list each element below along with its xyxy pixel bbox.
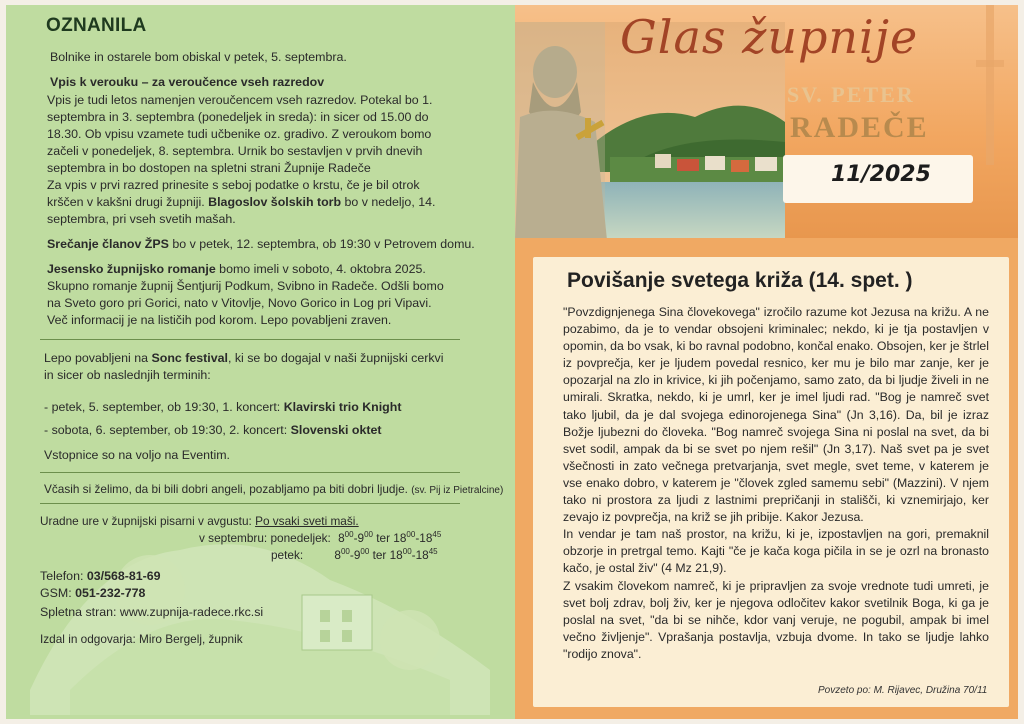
page-heading: OZNANILA (46, 15, 147, 36)
time-part: 00 (360, 547, 370, 557)
catechism-line: Za vpis v prvi razred prinesite s seboj podatke o krstu, če je bil otrok (47, 178, 420, 192)
office-hours (40, 513, 359, 530)
office-hours-highlight: Po vsaki sveti maši. (255, 514, 359, 528)
office-hours-label: petek: (271, 548, 304, 562)
tickets-note: Vstopnice so na voljo na Eventim. (44, 448, 230, 462)
website-label: Spletna stran: (40, 605, 117, 619)
festival-text: , ki se bo dogajal v naši župnijski cerkvi (227, 351, 444, 365)
newsletter-title: Glas župnije (620, 10, 919, 64)
time-part: -18 (415, 531, 433, 545)
article-source: Povzeto po: M. Rijavec, Družina 70/11 (818, 685, 988, 696)
parish-town: RADEČE (790, 111, 929, 144)
phone-label: Telefon: (40, 569, 84, 583)
divider (40, 503, 460, 504)
divider (40, 472, 460, 473)
festival-text: Lepo povabljeni na (44, 351, 149, 365)
festival-line: in sicer ob naslednjih terminih: (44, 368, 211, 382)
time-part: 00 (406, 530, 416, 540)
time-part: 00 (402, 547, 412, 557)
zps-meeting (47, 236, 475, 253)
time-part: -9 (349, 548, 361, 562)
cross-icon (976, 5, 1004, 165)
blessing-highlight: Blagoslov šolskih torb (208, 195, 342, 209)
publisher-line: Izdal in odgovarja: Miro Bergelj, župnik (40, 632, 243, 646)
gsm-number: 051-232-778 (75, 586, 146, 600)
catechism-line: začeli v ponedeljek, 8. septembra. Urnik bo sestavljen v prvih dnevih (47, 144, 423, 158)
office-hours-text: Uradne ure v župnijski pisarni v avgustu: (40, 514, 252, 528)
pilgrimage-line (47, 261, 426, 278)
time-part: 00 (344, 530, 354, 540)
time-part: 00 (340, 547, 350, 557)
concert-performer: Slovenski oktet (290, 423, 382, 437)
catechism-line: septembra, pri vseh svetih mašah. (47, 212, 236, 226)
article-title: Povišanje svetega križa (14. spet. ) (567, 269, 913, 292)
pilgrimage-title: Jesensko župnijsko romanje (47, 262, 216, 276)
office-hours-september (199, 530, 441, 547)
concert-info: - sobota, 6. september, ob 19:30, 2. koncert: (44, 423, 288, 437)
pilgrimage-line: Več informacij je na lističih pod korom. Lepo povabljeni zraven. (47, 313, 392, 327)
time-part: ter 18 (369, 548, 403, 562)
concert-info: - petek, 5. september, ob 19:30, 1. koncert: (44, 400, 281, 414)
catechism-line: Vpis je tudi letos namenjen veroučencem vseh razredov. Potekal bo 1. (47, 93, 433, 107)
zps-title: Srečanje članov ŽPS (47, 237, 169, 251)
time-part: -18 (411, 548, 429, 562)
gsm-label: GSM: (40, 586, 72, 600)
quote-source: (sv. Pij iz Pietralcine) (411, 485, 504, 496)
catechism-text: krščen v kakšni drugi župniji. (47, 195, 205, 209)
issue-number: 11/2025 (831, 162, 931, 187)
festival-name: Sonc festival (151, 351, 228, 365)
article-paragraph: Z vsakim človekom namreč, ki je pripravljen za svoje vrednote tudi umreti, je svet bolj zdrav, bolj živ, ker je njegova odločitev kakor svetilnik Boga, ki ga je poslal na svet, "da bi se nihče, kdor vanj veruje, ne pogubil, ampak bi imel večno življenje". Vprašanja postavlja, vzbuja dvome. In tako se ljudje lahko "rodijo znova". (563, 578, 989, 661)
gsm-line (40, 585, 145, 602)
catechism-title: Vpis k verouku – za veroučence vseh razredov (50, 75, 325, 89)
catechism-line: 18.30. Ob vpisu vzamete tudi učbenike oz. gradivo. Z veroukom bomo (47, 127, 432, 141)
time-part: 8 (334, 548, 341, 562)
time-part: 00 (364, 530, 373, 540)
article-paragraph: In vendar je tam naš prostor, na križu, ki je, izpostavljen na gori, premaknil obzorje in pretrgal temo. Kajti "če je kača koga pičila in se je ozrl na bronasto kačo, je ostal živ" (4 Mz 21,9). (563, 527, 989, 576)
website-line (40, 604, 263, 621)
office-hours-friday (271, 547, 438, 564)
time-part: 8 (338, 531, 345, 545)
catechism-line: septembra in 3. septembra (ponedeljek in sreda): in sicer od 15.00 do (47, 110, 429, 124)
article-paragraph: "Povzdignjenega Sina človekovega" izročilo razume kot Jezusa na križu. A ne pozabimo, da je to vendar obsojeni kriminalec; nekdo, ki je tja postavljen v opomin, da bo vsak, ki bo ravnal podobno, končal enako. Obsojen, ker je štrlel iz povprečja, ker je ljudem povedal resnico, ker mu je bilo mar zanje, ker je opozarjal na zlo in krivice, ki jih počenjamo, samo zato, da bi ljudje živeli in ne umirali. Skratka, nekdo, ki je umrl, ker je imel ljudi rad. "Bog je namreč svet tako ljubil, da je dal svojega edinorojenega Sina" (Jn 3,16). Da, bil je izraz Božje ljubezni do človeka. "Bog namreč svojega Sina ni poslal na svet, da bi svet sodil, ampak da bi se svet po njem rešil" (Jn 3,17). Naš svet pa je svet všečnosti in zato večnega pretvarjanja, svet megle, svet teme, v katerem je vse enako dobro, v katerem je "človek zgled samemu sebi" (Mazzini). V njem tako ni prostora za ljudi z lastnimi prepričanji in stališči, ki vznemirjajo, ker zevajo iz povprečja, na križ se jih pribije. Kakor Jezusa. (563, 305, 989, 525)
office-hours-label: v septembru: ponedeljek: (199, 531, 331, 545)
phone-number: 03/568-81-69 (86, 569, 161, 583)
zps-text: bo v petek, 12. septembra, ob 19:30 v Petrovem domu. (172, 237, 475, 251)
concert-2 (44, 422, 382, 439)
pilgrimage-line: Skupno romanje župnij Šentjurij Podkum, Svibno in Radeče. Odšli bomo (47, 279, 444, 293)
article-body (563, 304, 989, 663)
parish-saint: SV. PETER (787, 82, 915, 107)
concert-1 (44, 399, 401, 416)
office-hours-time (338, 531, 441, 545)
time-part: 45 (428, 547, 438, 557)
phone-line (40, 568, 161, 585)
time-part: 45 (432, 530, 442, 540)
time-part: -9 (353, 531, 365, 545)
pilgrimage-line: na Sveto goro pri Gorici, nato v Vitovlje, Novo Gorico in Log pri Vipavi. (47, 296, 432, 310)
concert-performer: Klavirski trio Knight (283, 400, 402, 414)
quote-line (44, 481, 503, 499)
divider (40, 339, 460, 340)
office-hours-time (334, 548, 437, 562)
pilgrimage-text: bomo imeli v soboto, 4. oktobra 2025. (219, 262, 426, 276)
catechism-line (47, 194, 435, 211)
visit-notice: Bolnike in ostarele bom obiskal v petek, 5. septembra. (50, 50, 347, 64)
quote-text: Včasih si želimo, da bi bili dobri angeli, pozabljamo pa biti dobri ljudje. (44, 482, 408, 496)
time-part: ter 18 (372, 531, 407, 545)
catechism-text: bo v nedeljo, 14. (344, 195, 436, 209)
festival-line (44, 350, 444, 367)
catechism-line: septembra in bo dostopen na spletni strani Župnije Radeče (47, 161, 371, 175)
website-url[interactable]: www.zupnija-radece.rkc.si (119, 605, 264, 619)
